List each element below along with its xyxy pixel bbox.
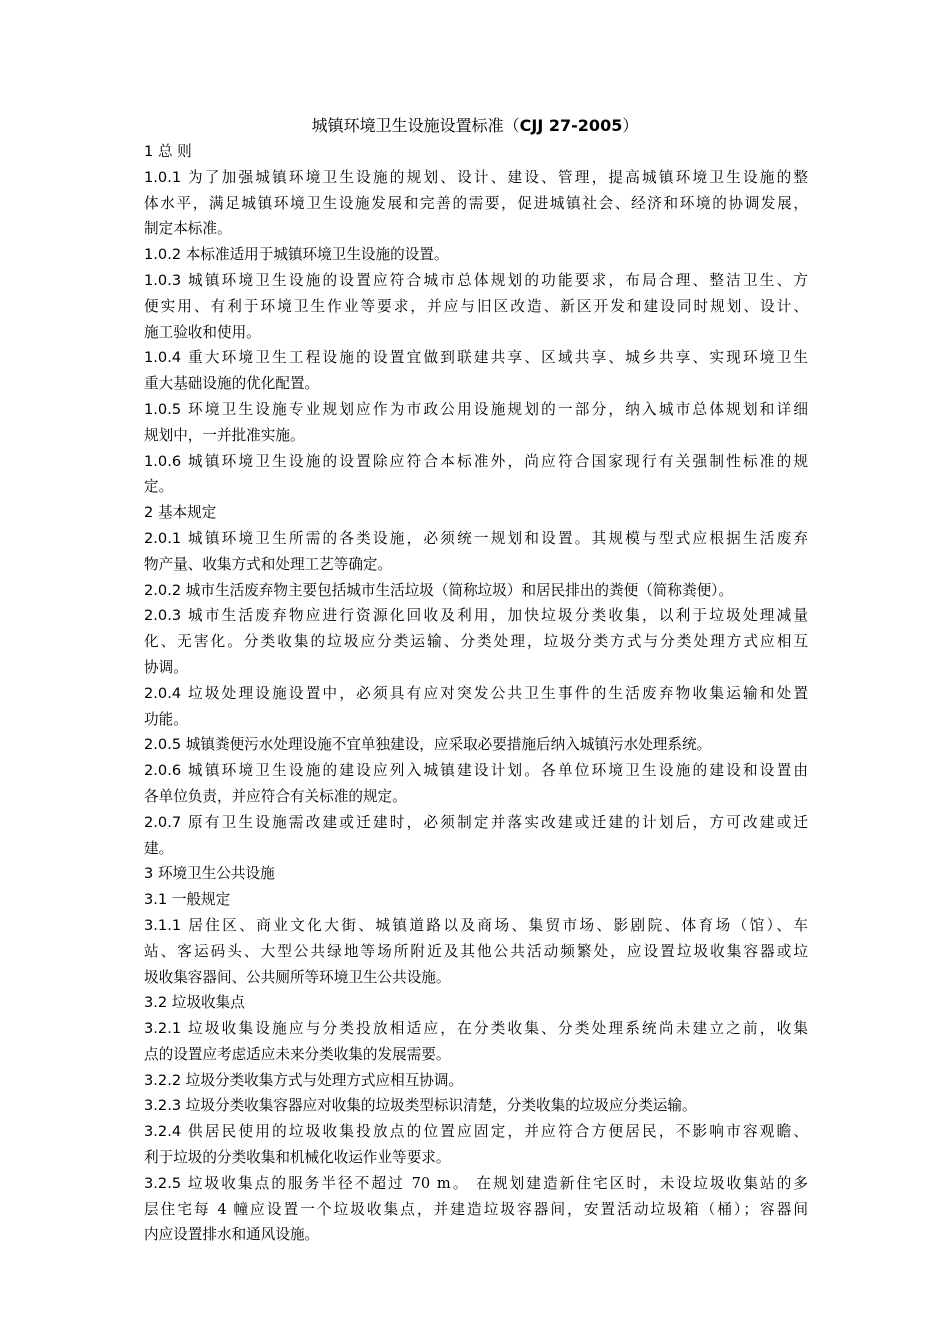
clause-text: 施工验收和使用。 [144,323,261,341]
clause-number: 2.0.4 [144,684,182,702]
clause-text: 城镇环境卫生设施的设置除应符合本标准外，尚应符合国家现行有关强制性标准的规 [188,452,808,470]
clause-text: 层住宅每 4 幢应设置一个垃圾收集点，并建造垃圾容器间，安置活动垃圾箱（桶）；容器间 [144,1200,808,1218]
clause-text: 内应设置排水和通风设施。 [144,1226,320,1244]
clause-text: 总 则 [157,143,192,160]
clause-number: 3.2 [144,994,168,1012]
paragraph [144,810,808,862]
document-body [144,139,808,1248]
paragraph [144,603,808,680]
text-line [144,1119,808,1145]
clause-number: 1.0.3 [144,271,182,289]
clause-text: 体水平，满足城镇环境卫生设施发展和完善的需要，促进城镇社会、经济和环境的协调发展， [144,194,808,212]
paragraph [144,345,808,397]
paragraph [144,887,808,913]
clause-text: 供居民使用的垃圾收集投放点的位置应固定，并应符合方便居民，不影响市容观瞻、 [188,1123,808,1141]
text-line [144,836,808,862]
text-line [144,913,808,939]
clause-text: 城市生活废弃物主要包括城市生活垃圾（简称垃圾）和居民排出的粪便（简称粪便）。 [185,581,734,599]
clause-text: 功能。 [144,710,188,728]
text-line [144,990,808,1016]
paragraph [144,268,808,345]
text-line [144,861,808,887]
text-line [144,887,808,913]
clause-number: 1.0.6 [144,452,182,470]
clause-text: 垃圾收集设施应与分类投放相适应，在分类收集、分类处理系统尚未建立之前，收集 [188,1020,808,1038]
text-line [144,939,808,965]
clause-number: 3.1 [144,891,168,909]
clause-text: 制定本标准。 [144,220,232,238]
paragraph [144,242,808,268]
clause-number: 3.2.5 [144,1174,182,1192]
paragraph [144,139,808,165]
text-line [144,784,808,810]
document-title [144,115,806,137]
clause-text: 垃圾收集点的服务半径不超过 70 m。 在规划建造新住宅区时，未设垃圾收集站的多 [187,1174,808,1192]
text-line [144,1016,808,1042]
clause-number: 1.0.4 [144,349,182,367]
clause-text: 城镇环境卫生所需的各类设施，必须统一规划和设置。其规模与型式应根据生活废弃 [188,529,808,547]
clause-text: 城市生活废弃物应进行资源化回收及利用，加快垃圾分类收集，以利于垃圾处理减量 [188,607,808,625]
text-line [144,1222,808,1248]
clause-text: 站、客运码头、大型公共绿地等场所附近及其他公共活动频繁处，应设置垃圾收集容器或垃 [144,942,808,960]
paragraph [144,990,808,1016]
clause-text: 重大环境卫生工程设施的设置宜做到联建共享、区域共享、城乡共享、实现环境卫生 [188,349,808,367]
standard-code: CJJ 27-2005 [519,116,623,135]
clause-number: 1.0.1 [144,168,182,186]
clause-number: 3 [144,865,154,883]
clause-text: 规划中，一并批准实施。 [144,426,305,444]
clause-text: 协调。 [144,658,188,676]
paragraph [144,500,808,526]
paragraph [144,1119,808,1171]
text-line [144,552,808,578]
paragraph [144,165,808,242]
clause-number: 1 [144,143,154,160]
text-line [144,965,808,991]
paragraph [144,1016,808,1068]
text-line [144,758,808,784]
text-line [144,449,808,475]
clause-text: 便实用、有利于环境卫生作业等要求，并应与旧区改造、新区开发和建设同时规划、设计、 [144,297,808,315]
text-line [144,655,808,681]
text-line [144,242,808,268]
clause-text: 城镇粪便污水处理设施不宜单独建设，应采取必要措施后纳入城镇污水处理系统。 [185,736,712,754]
clause-text: 各单位负责，并应符合有关标准的规定。 [144,787,407,805]
clause-text: 垃圾分类收集方式与处理方式应相互协调。 [185,1071,464,1089]
text-line [144,371,808,397]
text-line [144,139,808,165]
text-line [144,1042,808,1068]
clause-text: 圾收集容器间、公共厕所等环境卫生公共设施。 [144,968,451,986]
clause-text: 城镇环境卫生设施的建设应列入城镇建设计划。各单位环境卫生设施的建设和设置由 [188,762,808,780]
text-line [144,526,808,552]
text-line [144,345,808,371]
paragraph [144,449,808,501]
clause-text: 原有卫生设施需改建或迁建时，必须制定并落实改建或迁建的计划后，方可改建或迁 [188,813,808,831]
paragraph [144,913,808,990]
clause-number: 2.0.7 [144,813,182,831]
title-suffix: ） [622,116,639,135]
clause-number: 2 [144,504,154,522]
clause-number: 2.0.3 [144,607,182,625]
clause-text: 点的设置应考虑适应未来分类收集的发展需要。 [144,1045,451,1063]
text-line [144,474,808,500]
text-line [144,397,808,423]
clause-text: 重大基础设施的优化配置。 [144,375,320,393]
text-line [144,500,808,526]
text-line [144,732,808,758]
clause-number: 2.0.1 [144,529,182,547]
text-line [144,294,808,320]
clause-number: 3.1.1 [144,916,182,934]
clause-text: 利于垃圾的分类收集和机械化收运作业等要求。 [144,1149,451,1167]
text-line [144,1171,808,1197]
text-line [144,320,808,346]
clause-number: 3.2.2 [144,1071,182,1089]
clause-text: 化、无害化。分类收集的垃圾应分类运输、分类处理，垃圾分类方式与分类处理方式应相互 [144,633,808,651]
clause-text: 为了加强城镇环境卫生设施的规划、设计、建设、管理，提高城镇环境卫生设施的整 [188,168,808,186]
text-line [144,423,808,449]
text-line [144,1068,808,1094]
title-prefix: 城镇环境卫生设施设置标准（ [311,116,520,135]
clause-text: 垃圾处理设施设置中，必须具有应对突发公共卫生事件的生活废弃物收集运输和处置 [188,684,808,702]
text-line [144,216,808,242]
paragraph [144,758,808,810]
paragraph [144,1068,808,1094]
text-line [144,1197,808,1223]
paragraph [144,1093,808,1119]
clause-text: 基本规定 [157,504,217,522]
text-line [144,629,808,655]
paragraph [144,1171,808,1248]
paragraph [144,397,808,449]
text-line [144,707,808,733]
clause-number: 2.0.6 [144,762,182,780]
clause-text: 居住区、商业文化大街、城镇道路以及商场、集贸市场、影剧院、体育场（馆）、车 [188,916,808,934]
clause-number: 1.0.5 [144,400,182,418]
text-line [144,578,808,604]
clause-text: 建。 [144,839,174,857]
clause-text: 一般规定 [171,891,231,909]
text-line [144,681,808,707]
clause-number: 3.2.4 [144,1123,182,1141]
clause-text: 环境卫生设施专业规划应作为市政公用设施规划的一部分，纳入城市总体规划和详细 [188,400,808,418]
clause-number: 2.0.5 [144,736,182,754]
text-line [144,165,808,191]
clause-text: 垃圾分类收集容器应对收集的垃圾类型标识清楚，分类收集的垃圾应分类运输。 [185,1097,697,1115]
text-line [144,603,808,629]
clause-number: 3.2.3 [144,1097,182,1115]
clause-number: 3.2.1 [144,1020,182,1038]
clause-text: 本标准适用于城镇环境卫生设施的设置。 [185,246,449,264]
clause-number: 1.0.2 [144,246,182,264]
clause-text: 物产量、收集方式和处理工艺等确定。 [144,555,393,573]
clause-text: 城镇环境卫生设施的设置应符合城市总体规划的功能要求，布局合理、整洁卫生、方 [188,271,808,289]
paragraph [144,578,808,604]
text-line [144,1093,808,1119]
text-line [144,810,808,836]
clause-number: 2.0.2 [144,581,182,599]
text-line [144,1145,808,1171]
text-line [144,191,808,217]
paragraph [144,861,808,887]
clause-text: 环境卫生公共设施 [157,865,275,883]
paragraph [144,732,808,758]
clause-text: 定。 [144,478,174,496]
text-line [144,268,808,294]
paragraph [144,526,808,578]
clause-text: 垃圾收集点 [171,994,245,1012]
paragraph [144,681,808,733]
